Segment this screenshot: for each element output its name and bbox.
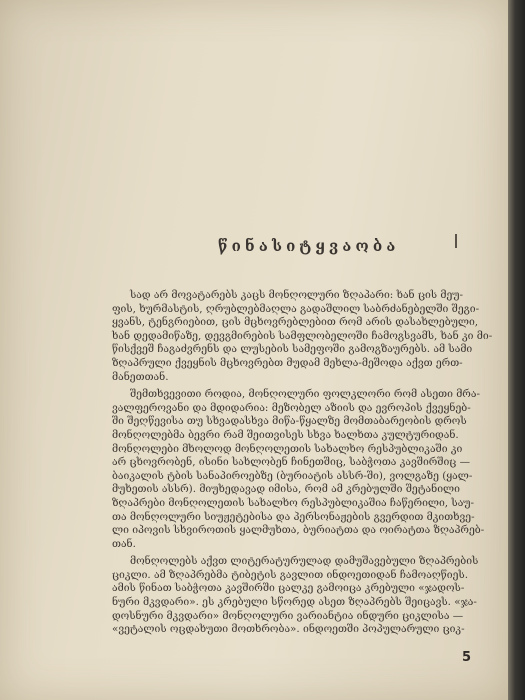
text-line: არ ცხოვრობენ, ისინი სახლობენ ჩინეთშიც, საბჭოთა კავშირშიც — xyxy=(112,456,471,469)
text-line: წისქვეშ ჩაგაძვრენს და ლუსების სამეფოში გამოგზაურებს. ამ სამი xyxy=(112,343,473,356)
paragraph-3 xyxy=(112,555,479,637)
text-line: «ვეტალის ოცდახუთი მოთხრობა». ინდოეთში პოპულარული ციკ- xyxy=(112,623,465,636)
text-line: ვალფეროვანი და მდიდარია: მეზობელ აზიის და ევროპის ქვეყნებ- xyxy=(112,401,471,414)
text-line: მუხეთის ასსრ). მიუხედავად იმისა, რომ ამ კრებულში შეტანილი xyxy=(112,483,460,496)
text-line: სად არ მოვატარებს კაცს მონღოლური ზღაპარი: ხან ცის მეუ- xyxy=(130,289,464,301)
text-line: დოსნური მკვდარი» მონღოლური ვარიანტია ინდური ციკლისა — xyxy=(112,609,464,622)
page-title: წინასიტყვაობა xyxy=(218,237,400,255)
text-line: ზღაპრული ქვეყნის მცხოვრებთ მუდამ მეხლა-მეშოდა აქვთ ერთ- xyxy=(112,356,463,369)
text-line: შემთხვევითი როდია, მონღოლური ფოლკლორი რომ ასეთი მრა- xyxy=(130,388,480,401)
text-line: თა მონღოლური სიუჟეტებისა და პერსონაჟების გვერდით მკითხვე- xyxy=(112,510,475,523)
text-line: ყვანს, ტენგრიებით, ცის მცხოვრებლებით რომ არის დასახლებული, xyxy=(112,316,479,329)
text-line: მონღოლებს აქვთ ლიტერატურულად დამუშავებული ზღაპრების xyxy=(130,555,479,568)
page-number: 5 xyxy=(462,650,472,665)
text-line: ზღაპრები მონღოლეთის სახალხო რესპუბლიკაშია ჩაწერილი, საუ- xyxy=(112,496,475,509)
text-line: მონღოლებმა ბევრი რამ შეითვისეს სხვა ხალხთა კულტურიდან. xyxy=(112,428,459,441)
text-line: ლი იპოვის სხვიროთის ყალმუხთა, ბურიატთა და ოირატთა ზღაპრებ- xyxy=(112,524,485,537)
text-line: ნური მკვდარი». ეს კრებული სწორედ ასეთ ზღაპრებს შეიცავს. «ჯა- xyxy=(112,596,477,609)
body-text xyxy=(112,289,493,637)
text-line: მონღოლები მხოლოდ მონღოლეთის სახალხო რესპუბლიკაში კი xyxy=(112,442,463,455)
text-line: თან. xyxy=(112,537,136,550)
page-edge-shadow xyxy=(508,0,525,700)
text-line: ციკლი. ამ ზღაპრებმა ტიბეტის გავლით ინდოეთიდან ჩამოაღწიეს. xyxy=(112,568,469,581)
margin-mark xyxy=(455,234,457,248)
text-line: ფის, ხურმასტის, ღრუბლებმაღლა გადაშლილ საბრძანებელში შეგი- xyxy=(112,302,480,315)
paragraph-2 xyxy=(112,388,485,551)
text-line: ბაიკალის ტბის სანაპიროებზე (ბურიატის ასსრ-ში), ვოლგაზე (ყალ- xyxy=(112,469,473,482)
text-line: მანეთთან. xyxy=(112,370,169,383)
text-line: ამის წინათ საბჭოთა კავშირში ცალკე გამოიცა კრებული «ჯადოს- xyxy=(112,582,465,595)
paragraph-1 xyxy=(112,289,493,384)
text-line: ხან დედამიწაზე, დევგმირების სამფლობელოში ჩამოგსვამს, ხან კი მი- xyxy=(112,329,493,342)
text-line: ში შეღწევისა თუ სხვადასხვა მიწა-წყალზე მომთაბარეობის დროს xyxy=(112,415,467,428)
